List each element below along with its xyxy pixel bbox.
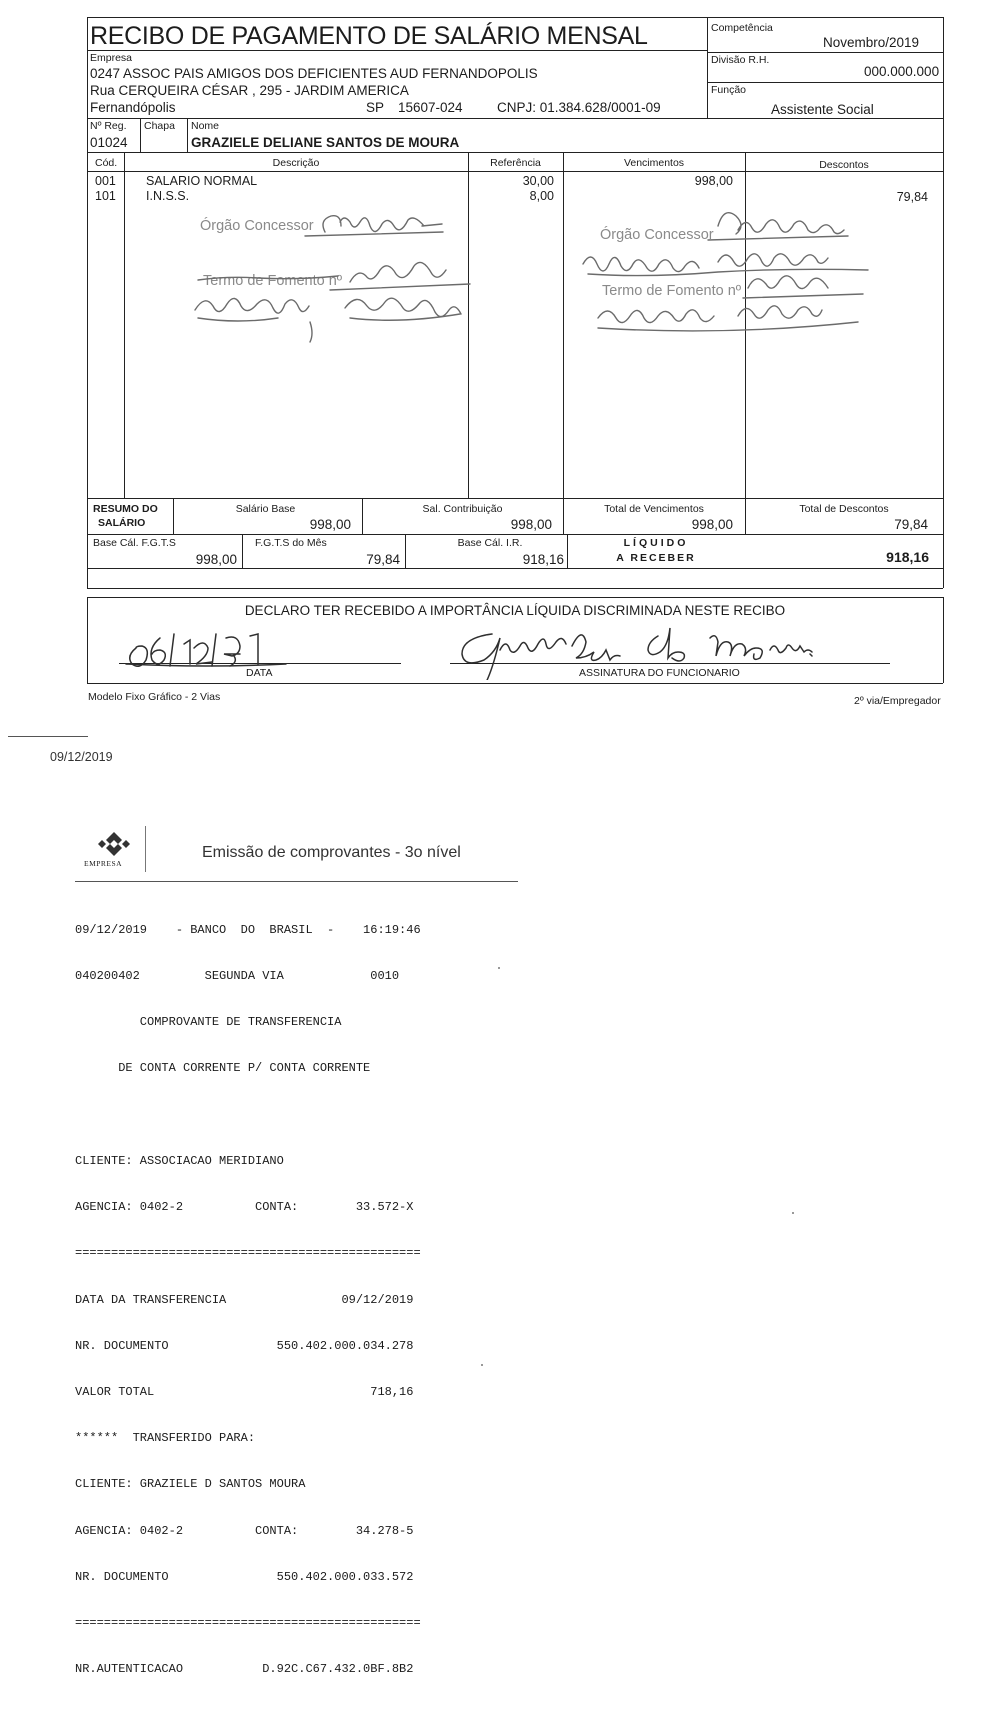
receipt-line: VALOR TOTAL 718,16 — [75, 1384, 414, 1399]
bank-logo-icon — [94, 830, 134, 858]
empresa-label: Empresa — [90, 52, 133, 64]
col-vencimentos: Vencimentos — [623, 157, 685, 169]
item-cod: 101 — [95, 189, 116, 203]
total-vencimentos-label: Total de Vencimentos — [604, 503, 704, 515]
receipt-line: DATA DA TRANSFERENCIA 09/12/2019 — [75, 1292, 414, 1307]
handwriting-right — [578, 200, 878, 345]
item-descricao: I.N.S.S. — [146, 189, 190, 203]
resumo-label-line1: RESUMO DO — [93, 503, 158, 515]
payslip-title: RECIBO DE PAGAMENTO DE SALÁRIO MENSAL — [90, 22, 648, 50]
receipt-line — [75, 1108, 421, 1123]
salario-base-value: 998,00 — [309, 517, 351, 532]
base-ir-label: Base Cál. I.R. — [457, 537, 523, 549]
receipt-line: ================================================ — [75, 1616, 421, 1631]
empresa-state: SP — [366, 100, 385, 115]
empresa-cnpj: CNPJ: 01.384.628/0001-09 — [497, 100, 661, 115]
fgts-mes-value: 79,84 — [366, 552, 400, 567]
stamp-orgao-right: Órgão Concessor — [600, 227, 714, 243]
receipt-line: AGENCIA: 0402-2 CONTA: 34.278-5 — [75, 1523, 414, 1538]
item-cod: 001 — [95, 174, 116, 188]
competencia-value: Novembro/2019 — [823, 35, 920, 50]
liquido-label-line2: A RECEBER — [616, 552, 696, 564]
funcao-value: Assistente Social — [771, 102, 874, 117]
stamp-termo-left: Termo de Fomento nº — [203, 273, 343, 289]
total-descontos-label: Total de Descontos — [799, 503, 889, 515]
empresa-name: 0247 ASSOC PAIS AMIGOS DOS DEFICIENTES AUD FERNANDOPOLIS — [90, 66, 538, 81]
bank-logo-text: EMPRESA — [84, 859, 123, 868]
bank-logo — [82, 828, 148, 874]
receipt-line: NR. DOCUMENTO 550.402.000.033.572 — [75, 1569, 414, 1584]
item-descontos: 79,84 — [896, 190, 928, 204]
nreg-label: Nº Reg. — [90, 120, 127, 132]
receipt-line: 09/12/2019 - BANCO DO BRASIL - 16:19:46 — [75, 922, 421, 937]
sal-contribuicao-value: 998,00 — [510, 517, 552, 532]
competencia-label: Competência — [711, 22, 773, 34]
empresa-address: Rua CERQUEIRA CÉSAR , 295 - JARDIM AMERICA — [90, 83, 409, 98]
item-referencia: 8,00 — [529, 189, 554, 203]
nome-label: Nome — [191, 120, 220, 132]
nreg-value: 01024 — [90, 135, 128, 150]
item-descricao: SALARIO NORMAL — [146, 174, 258, 188]
item-referencia: 30,00 — [522, 174, 554, 188]
comprovante-title: Emissão de comprovantes - 3o nível — [202, 844, 461, 861]
date-label: DATA — [246, 667, 273, 679]
funcao-label: Função — [711, 84, 747, 96]
via-text: 2º via/Empregador — [854, 695, 941, 707]
scan-speck — [481, 1364, 483, 1366]
receipt-line: CLIENTE: GRAZIELE D SANTOS MOURA — [75, 1477, 306, 1492]
receipt-line: AGENCIA: 0402-2 CONTA: 33.572-X — [75, 1200, 414, 1215]
total-descontos-value: 79,84 — [894, 517, 928, 532]
scan-speck — [792, 1212, 794, 1214]
receipt-line: ================================================ — [75, 1246, 421, 1261]
empresa-city: Fernandópolis — [90, 100, 176, 115]
signature-label: ASSINATURA DO FUNCIONARIO — [579, 667, 740, 679]
liquido-label-line1: LÍQUIDO — [623, 537, 689, 549]
receipt-line: ****** TRANSFERIDO PARA: — [75, 1431, 256, 1446]
handwritten-date — [122, 628, 292, 670]
col-descricao: Descrição — [272, 157, 320, 169]
receipt-line: NR. DOCUMENTO 550.402.000.034.278 — [75, 1338, 414, 1353]
employee-signature — [452, 620, 852, 680]
base-fgts-label: Base Cál. F.G.T.S — [93, 537, 176, 549]
base-fgts-value: 998,00 — [195, 552, 237, 567]
stamp-termo-right: Termo de Fomento nº — [602, 283, 742, 299]
print-date: 09/12/2019 — [50, 750, 113, 764]
col-cod: Cód. — [95, 157, 118, 169]
employee-name: GRAZIELE DELIANE SANTOS DE MOURA — [191, 135, 460, 150]
salario-base-label: Salário Base — [235, 503, 296, 515]
base-ir-value: 918,16 — [522, 552, 564, 567]
declaration-text: DECLARO TER RECEBIDO A IMPORTÂNCIA LÍQUIDA DISCRIMINADA NESTE RECIBO — [244, 603, 786, 618]
col-referencia: Referência — [490, 157, 541, 169]
item-vencimentos: 998,00 — [694, 174, 733, 188]
receipt-body — [75, 892, 421, 1709]
resumo-label-line2: SALÁRIO — [98, 517, 146, 529]
divisao-value: 000.000.000 — [864, 64, 940, 79]
divisao-label: Divisão R.H. — [711, 54, 770, 66]
scan-speck — [498, 967, 500, 969]
sal-contribuicao-label: Sal. Contribuição — [422, 503, 503, 515]
liquido-value: 918,16 — [886, 549, 929, 565]
modelo-text: Modelo Fixo Gráfico - 2 Vias — [88, 691, 221, 703]
empresa-cep: 15607-024 — [398, 100, 463, 115]
stamp-orgao-left: Órgão Concessor — [200, 218, 314, 234]
total-vencimentos-value: 998,00 — [691, 517, 733, 532]
handwriting-left — [190, 200, 480, 350]
col-descontos: Descontos — [819, 159, 869, 171]
receipt-line: 040200402 SEGUNDA VIA 0010 — [75, 969, 400, 984]
receipt-line: CLIENTE: ASSOCIACAO MERIDIANO — [75, 1153, 284, 1168]
receipt-line: COMPROVANTE DE TRANSFERENCIA — [75, 1015, 342, 1030]
receipt-line: NR.AUTENTICACAO D.92C.C67.432.0BF.8B2 — [75, 1662, 414, 1677]
receipt-line: DE CONTA CORRENTE P/ CONTA CORRENTE — [75, 1061, 371, 1076]
chapa-label: Chapa — [144, 120, 175, 132]
fgts-mes-label: F.G.T.S do Mês — [255, 537, 327, 549]
